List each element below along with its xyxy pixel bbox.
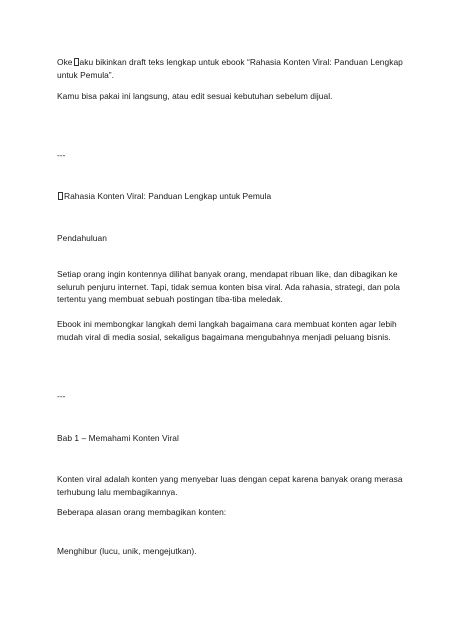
intro-line-1 (57, 56, 417, 81)
intro-paragraph-1: Setiap orang ingin kontennya dilihat banyak orang, mendapat ribuan like, dan dibagikan ke seluruh penjuru internet. Tapi, tidak semua konten bisa viral. Ada rahasia, strategi, dan pola tertentu yang membuat sebuah postingan tiba-tiba meledak. (57, 269, 401, 305)
intro-paragraph-2: Ebook ini membongkar langkah demi langkah bagaimana cara membuat konten agar lebih mudah viral di media sosial, sekaligus bagaimana mengubahnya menjadi peluang bisnis. (57, 319, 397, 342)
ebook-title (57, 190, 417, 203)
intro-line-2: Kamu bisa pakai ini langsung, atau edit sesuai kebutuhan sebelum dijual. (57, 91, 333, 101)
separator-1: --- (57, 150, 66, 160)
section-intro-heading: Pendahuluan (57, 233, 107, 243)
chapter-1-paragraph-1: Konten viral adalah konten yang menyebar luas dengan cepat karena banyak orang merasa terhubung lalu membagikannya. (57, 474, 403, 497)
ebook-title-text: Rahasia Konten Viral: Panduan Lengkap untuk Pemula (64, 191, 272, 201)
chapter-1-paragraph-2: Beberapa alasan orang membagikan konten: (57, 507, 227, 517)
missing-glyph-icon (58, 192, 63, 200)
missing-glyph-icon (74, 58, 79, 66)
chapter-1-reason-1: Menghibur (lucu, unik, mengejutkan). (57, 546, 197, 556)
intro-line-1-suffix: aku bikinkan draft teks lengkap untuk ebook “Rahasia Konten Viral: Panduan Lengkap untuk Pemula”. (57, 57, 403, 80)
intro-line-1-prefix: Oke (57, 57, 73, 67)
separator-2: --- (57, 391, 66, 401)
chapter-1-heading: Bab 1 – Memahami Konten Viral (57, 433, 179, 443)
